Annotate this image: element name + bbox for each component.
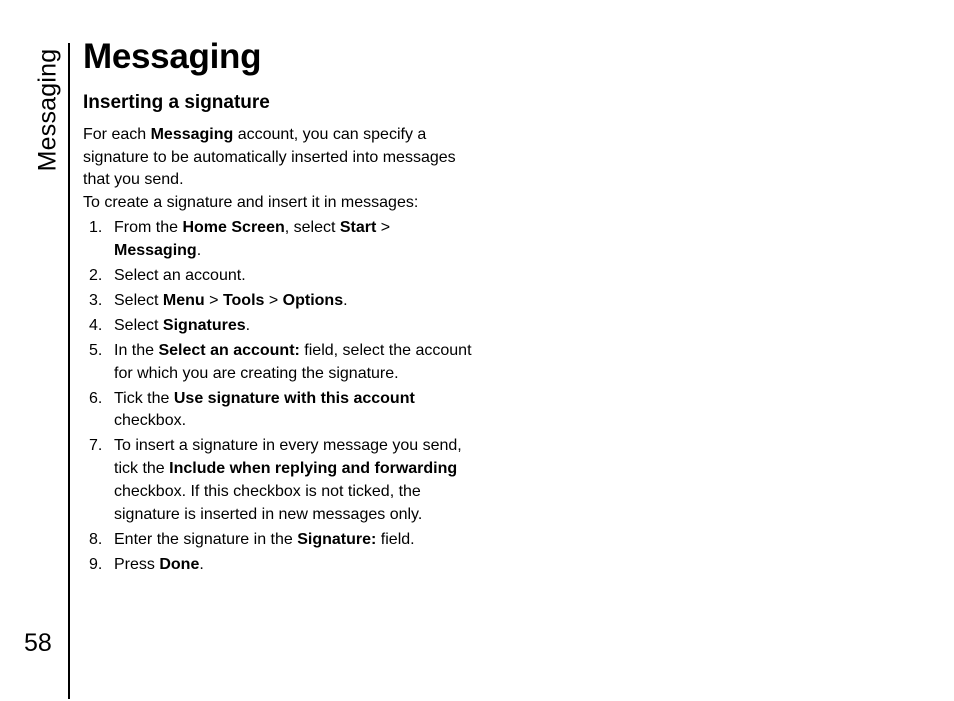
step-bold: Tools xyxy=(222,291,265,309)
step-text: Enter the signature in the xyxy=(114,530,298,548)
steps-list xyxy=(83,217,473,577)
intro-text-before: For each xyxy=(83,126,151,143)
step-text: Press xyxy=(114,555,160,573)
step-text: field, select the account for which you are creating the signature. xyxy=(114,341,472,382)
step-3 xyxy=(83,290,473,313)
step-1 xyxy=(83,217,473,262)
section-heading: Inserting a signature xyxy=(83,92,270,113)
step-text: From the xyxy=(114,218,183,236)
step-text: Tick the xyxy=(114,389,174,407)
step-4 xyxy=(83,315,473,338)
step-9 xyxy=(83,554,473,577)
intro-bold-messaging: Messaging xyxy=(150,126,234,143)
step-text: > xyxy=(376,218,391,236)
step-text: . xyxy=(245,316,251,334)
step-text: > xyxy=(264,291,283,309)
step-text: > xyxy=(204,291,223,309)
step-bold: Messaging xyxy=(114,241,197,259)
intro-text-after: account, you can specify a signature to be automatically inserted into messages that you send. xyxy=(83,126,456,189)
step-text: To insert a signature in every message you send, tick the xyxy=(114,437,462,478)
page-title: Messaging xyxy=(83,37,262,76)
step-bold: Start xyxy=(339,218,377,236)
step-6 xyxy=(83,388,473,433)
step-number: 6. xyxy=(89,389,103,407)
instructions-lead: To create a signature and insert it in messages: xyxy=(83,194,419,212)
step-bold: Signature: xyxy=(297,530,377,548)
step-bold: Select an account: xyxy=(158,341,300,359)
step-number: 3. xyxy=(89,291,103,309)
step-text: Select xyxy=(114,316,163,334)
step-number: 4. xyxy=(89,316,103,334)
step-2 xyxy=(83,265,473,288)
side-tab xyxy=(28,40,68,180)
step-number: 7. xyxy=(89,437,103,455)
step-text: Select an account. xyxy=(114,266,246,284)
page-content xyxy=(83,36,473,579)
step-text: field. xyxy=(376,530,415,548)
step-bold: Home Screen xyxy=(182,218,285,236)
step-number: 8. xyxy=(89,530,103,548)
step-bold: Use signature with this account xyxy=(173,389,415,407)
step-7 xyxy=(83,435,473,526)
step-bold: Options xyxy=(282,291,344,309)
step-text: , select xyxy=(284,218,340,236)
step-5 xyxy=(83,340,473,385)
step-number: 5. xyxy=(89,341,103,359)
step-bold: Done xyxy=(159,555,200,573)
side-tab-label: Messaging xyxy=(33,48,62,172)
step-number: 9. xyxy=(89,555,103,573)
step-number: 2. xyxy=(89,266,103,284)
step-bold: Signatures xyxy=(162,316,246,334)
step-bold: Menu xyxy=(162,291,205,309)
step-text: . xyxy=(199,555,204,573)
step-text: . xyxy=(343,291,348,309)
step-number: 1. xyxy=(89,218,103,236)
vertical-rule xyxy=(68,43,70,699)
step-text: Select xyxy=(114,291,163,309)
step-text: In the xyxy=(114,341,159,359)
step-text: . xyxy=(196,241,202,259)
step-bold: Include when replying and forwarding xyxy=(169,460,458,478)
step-text: checkbox. If this checkbox is not ticked, the signature is inserted in new messages only. xyxy=(114,482,423,523)
intro-paragraph xyxy=(83,124,473,192)
page-number: 58 xyxy=(24,629,52,657)
step-text: checkbox. xyxy=(114,412,187,430)
step-8 xyxy=(83,529,473,552)
